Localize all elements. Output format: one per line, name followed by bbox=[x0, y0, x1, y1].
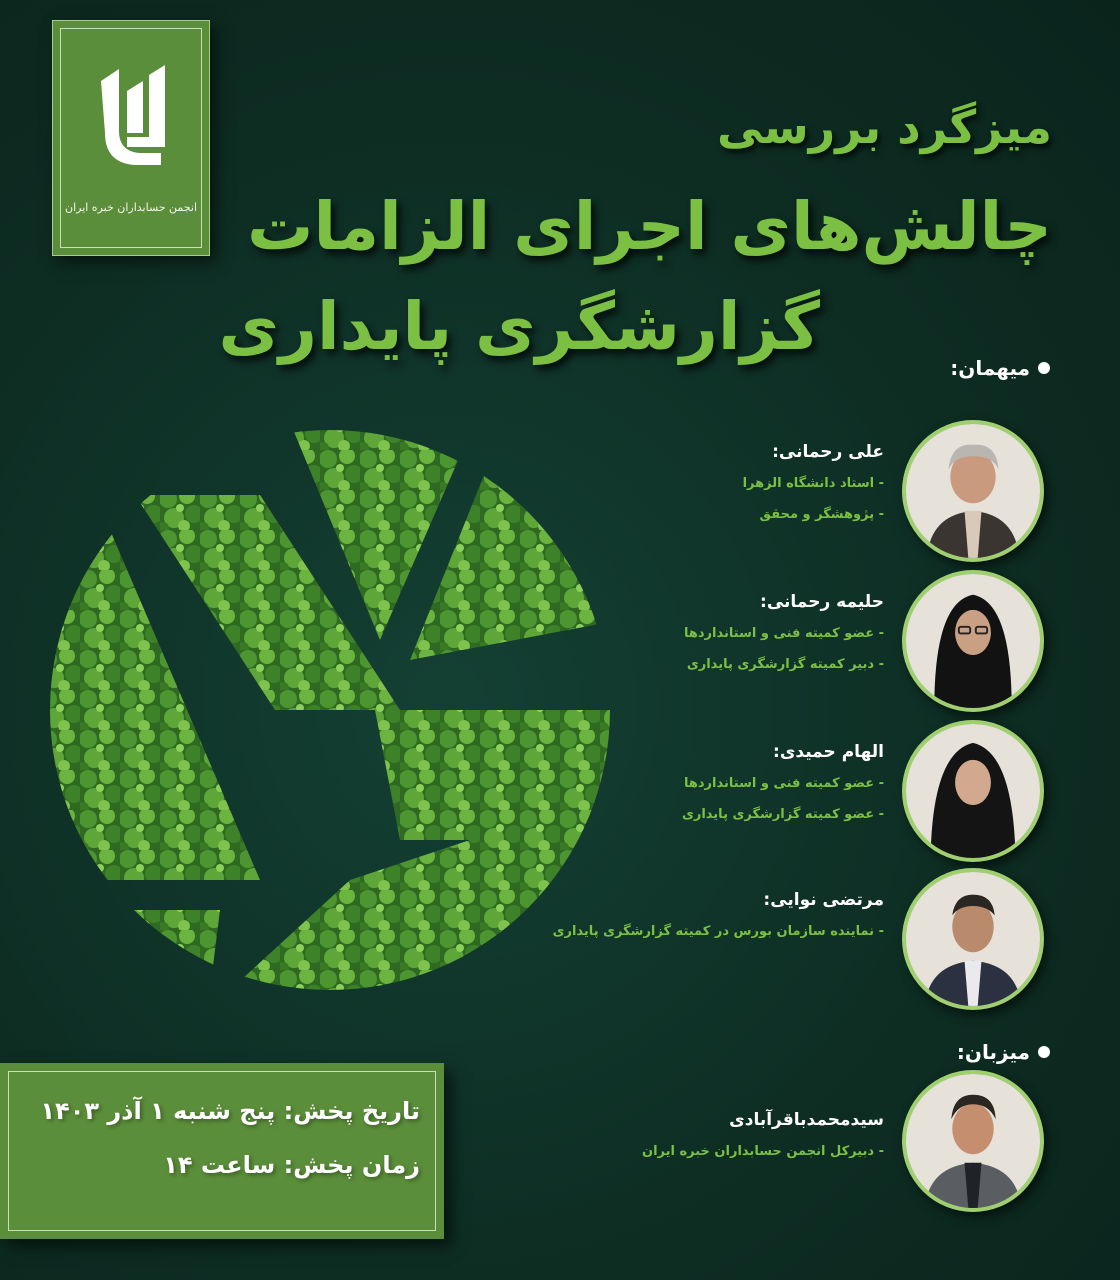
guest-role: - پژوهشگر و محقق bbox=[759, 507, 884, 522]
person-photo-icon bbox=[906, 724, 1040, 858]
avatar bbox=[902, 420, 1044, 562]
broadcast-time: زمان پخش: ساعت ۱۴ bbox=[163, 1151, 420, 1179]
guest-card-1 bbox=[524, 420, 1044, 560]
person-photo-icon bbox=[906, 1074, 1040, 1208]
guest-role: - دبیر کمیته گزارشگری پایداری bbox=[686, 657, 884, 672]
guest-name: الهام حمیدی: bbox=[773, 742, 884, 762]
guest-name: مرتضی نوایی: bbox=[763, 890, 884, 910]
guest-role: - عضو کمیته گزارشگری پایداری bbox=[681, 807, 884, 822]
avatar bbox=[902, 720, 1044, 862]
guest-card-3 bbox=[524, 720, 1044, 860]
main-title-line-1: چالش‌های اجرای الزامات bbox=[247, 188, 1052, 265]
avatar bbox=[902, 570, 1044, 712]
avatar bbox=[902, 1070, 1044, 1212]
guest-role: - عضو کمیته فنی و استانداردها bbox=[683, 776, 884, 791]
guest-role: - عضو کمیته فنی و استانداردها bbox=[683, 626, 884, 641]
logo-caption: انجمن حسابداران خبره ایران bbox=[64, 201, 198, 214]
guests-label-text: میهمان: bbox=[950, 356, 1030, 380]
broadcast-info-panel bbox=[0, 1063, 444, 1239]
bullet-dot-icon bbox=[1038, 362, 1050, 374]
host-section-label bbox=[957, 1040, 1050, 1064]
broadcast-date: تاریخ پخش: پنج شنبه ۱ آذر ۱۴۰۳ bbox=[40, 1097, 420, 1125]
guest-card-2 bbox=[524, 570, 1044, 710]
host-label-text: میزبان: bbox=[956, 1040, 1030, 1064]
bullet-dot-icon bbox=[1038, 1046, 1050, 1058]
guest-role: - استاد دانشگاه الزهرا bbox=[742, 476, 884, 491]
guest-card-4 bbox=[524, 868, 1044, 1008]
event-type-title: میزگرد بررسی bbox=[716, 100, 1052, 154]
main-title-line-2: گزارشگری پایداری bbox=[218, 288, 820, 365]
guest-name: حلیمه رحمانی: bbox=[760, 592, 884, 612]
host-role: - دبیرکل انجمن حسابداران خبره ایران bbox=[641, 1144, 884, 1159]
avatar bbox=[902, 868, 1044, 1010]
person-photo-icon bbox=[906, 424, 1040, 558]
host-name: سیدمحمدباقرآبادی bbox=[729, 1110, 884, 1130]
guest-role: - نماینده سازمان بورس در کمیته گزارشگری پایداری bbox=[552, 924, 884, 939]
guests-section-label bbox=[950, 356, 1050, 380]
person-photo-icon bbox=[906, 574, 1040, 708]
association-logo-icon bbox=[91, 61, 173, 171]
person-photo-icon bbox=[906, 872, 1040, 1006]
guest-name: علی رحمانی: bbox=[772, 442, 884, 462]
host-card bbox=[524, 1070, 1044, 1210]
